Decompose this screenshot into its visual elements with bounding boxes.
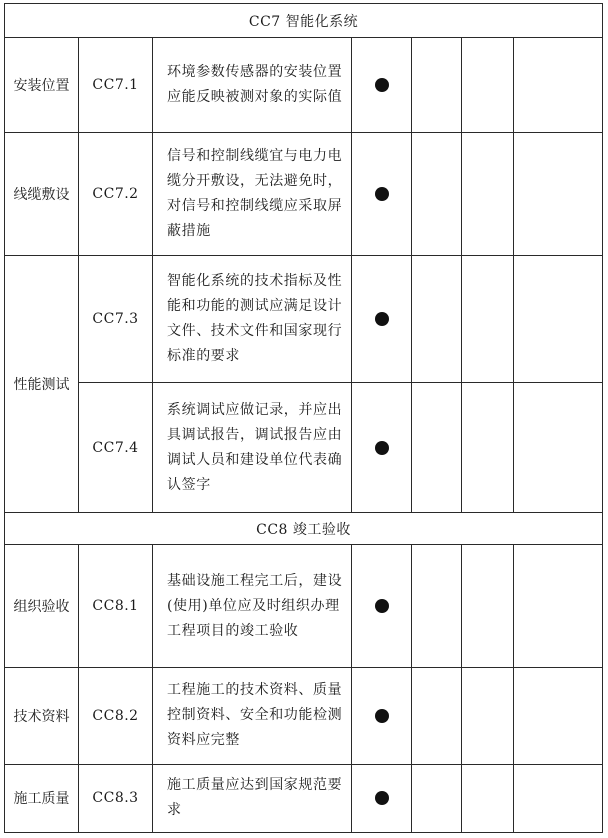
item-name: 性能测试 bbox=[5, 255, 79, 513]
empty-cell bbox=[412, 38, 462, 133]
empty-cell bbox=[462, 132, 514, 255]
empty-cell bbox=[514, 383, 603, 513]
requirement-text: 基础设施工程完工后，建设(使用)单位应及时组织办理工程项目的竣工验收 bbox=[153, 545, 352, 668]
filled-dot-icon bbox=[375, 78, 389, 92]
empty-cell bbox=[514, 764, 603, 832]
item-name: 施工质量 bbox=[5, 764, 79, 832]
mark-cell bbox=[352, 132, 412, 255]
empty-cell bbox=[412, 255, 462, 383]
section-title: CC7 智能化系统 bbox=[5, 4, 603, 38]
mark-cell bbox=[352, 255, 412, 383]
requirement-text: 信号和控制线缆宜与电力电缆分开敷设，无法避免时，对信号和控制线缆应采取屏蔽措施 bbox=[153, 132, 352, 255]
section-title: CC8 竣工验收 bbox=[5, 513, 603, 545]
empty-cell bbox=[462, 383, 514, 513]
item-name: 线缆敷设 bbox=[5, 132, 79, 255]
filled-dot-icon bbox=[375, 312, 389, 326]
mark-cell bbox=[352, 545, 412, 668]
table-row bbox=[5, 545, 603, 668]
section-header-row bbox=[5, 513, 603, 545]
table-row bbox=[5, 764, 603, 832]
mark-cell bbox=[352, 764, 412, 832]
table-row bbox=[5, 255, 603, 383]
spec-table-page bbox=[4, 3, 602, 833]
mark-cell bbox=[352, 383, 412, 513]
requirement-text: 施工质量应达到国家规范要求 bbox=[153, 764, 352, 832]
item-code: CC8.1 bbox=[79, 545, 153, 668]
filled-dot-icon bbox=[375, 791, 389, 805]
requirement-text: 环境参数传感器的安装位置应能反映被测对象的实际值 bbox=[153, 38, 352, 133]
table-row bbox=[5, 132, 603, 255]
empty-cell bbox=[412, 764, 462, 832]
filled-dot-icon bbox=[375, 709, 389, 723]
table-row bbox=[5, 383, 603, 513]
requirement-text: 智能化系统的技术指标及性能和功能的测试应满足设计文件、技术文件和国家现行标准的要求 bbox=[153, 255, 352, 383]
section-header-row bbox=[5, 4, 603, 38]
table-row bbox=[5, 667, 603, 764]
item-code: CC7.4 bbox=[79, 383, 153, 513]
requirement-text: 系统调试应做记录，并应出具调试报告，调试报告应由调试人员和建设单位代表确认签字 bbox=[153, 383, 352, 513]
filled-dot-icon bbox=[375, 599, 389, 613]
item-name: 技术资料 bbox=[5, 667, 79, 764]
mark-cell bbox=[352, 667, 412, 764]
empty-cell bbox=[514, 545, 603, 668]
filled-dot-icon bbox=[375, 187, 389, 201]
empty-cell bbox=[462, 38, 514, 133]
table-row bbox=[5, 38, 603, 133]
empty-cell bbox=[412, 132, 462, 255]
empty-cell bbox=[462, 764, 514, 832]
empty-cell bbox=[462, 255, 514, 383]
empty-cell bbox=[462, 667, 514, 764]
item-code: CC8.3 bbox=[79, 764, 153, 832]
item-name: 安装位置 bbox=[5, 38, 79, 133]
item-name: 组织验收 bbox=[5, 545, 79, 668]
empty-cell bbox=[412, 545, 462, 668]
empty-cell bbox=[514, 132, 603, 255]
requirement-text: 工程施工的技术资料、质量控制资料、安全和功能检测资料应完整 bbox=[153, 667, 352, 764]
mark-cell bbox=[352, 38, 412, 133]
filled-dot-icon bbox=[375, 441, 389, 455]
empty-cell bbox=[514, 38, 603, 133]
empty-cell bbox=[412, 667, 462, 764]
empty-cell bbox=[462, 545, 514, 668]
spec-table bbox=[4, 3, 603, 833]
empty-cell bbox=[514, 255, 603, 383]
item-code: CC7.3 bbox=[79, 255, 153, 383]
item-code: CC7.1 bbox=[79, 38, 153, 133]
empty-cell bbox=[514, 667, 603, 764]
item-code: CC8.2 bbox=[79, 667, 153, 764]
empty-cell bbox=[412, 383, 462, 513]
item-code: CC7.2 bbox=[79, 132, 153, 255]
